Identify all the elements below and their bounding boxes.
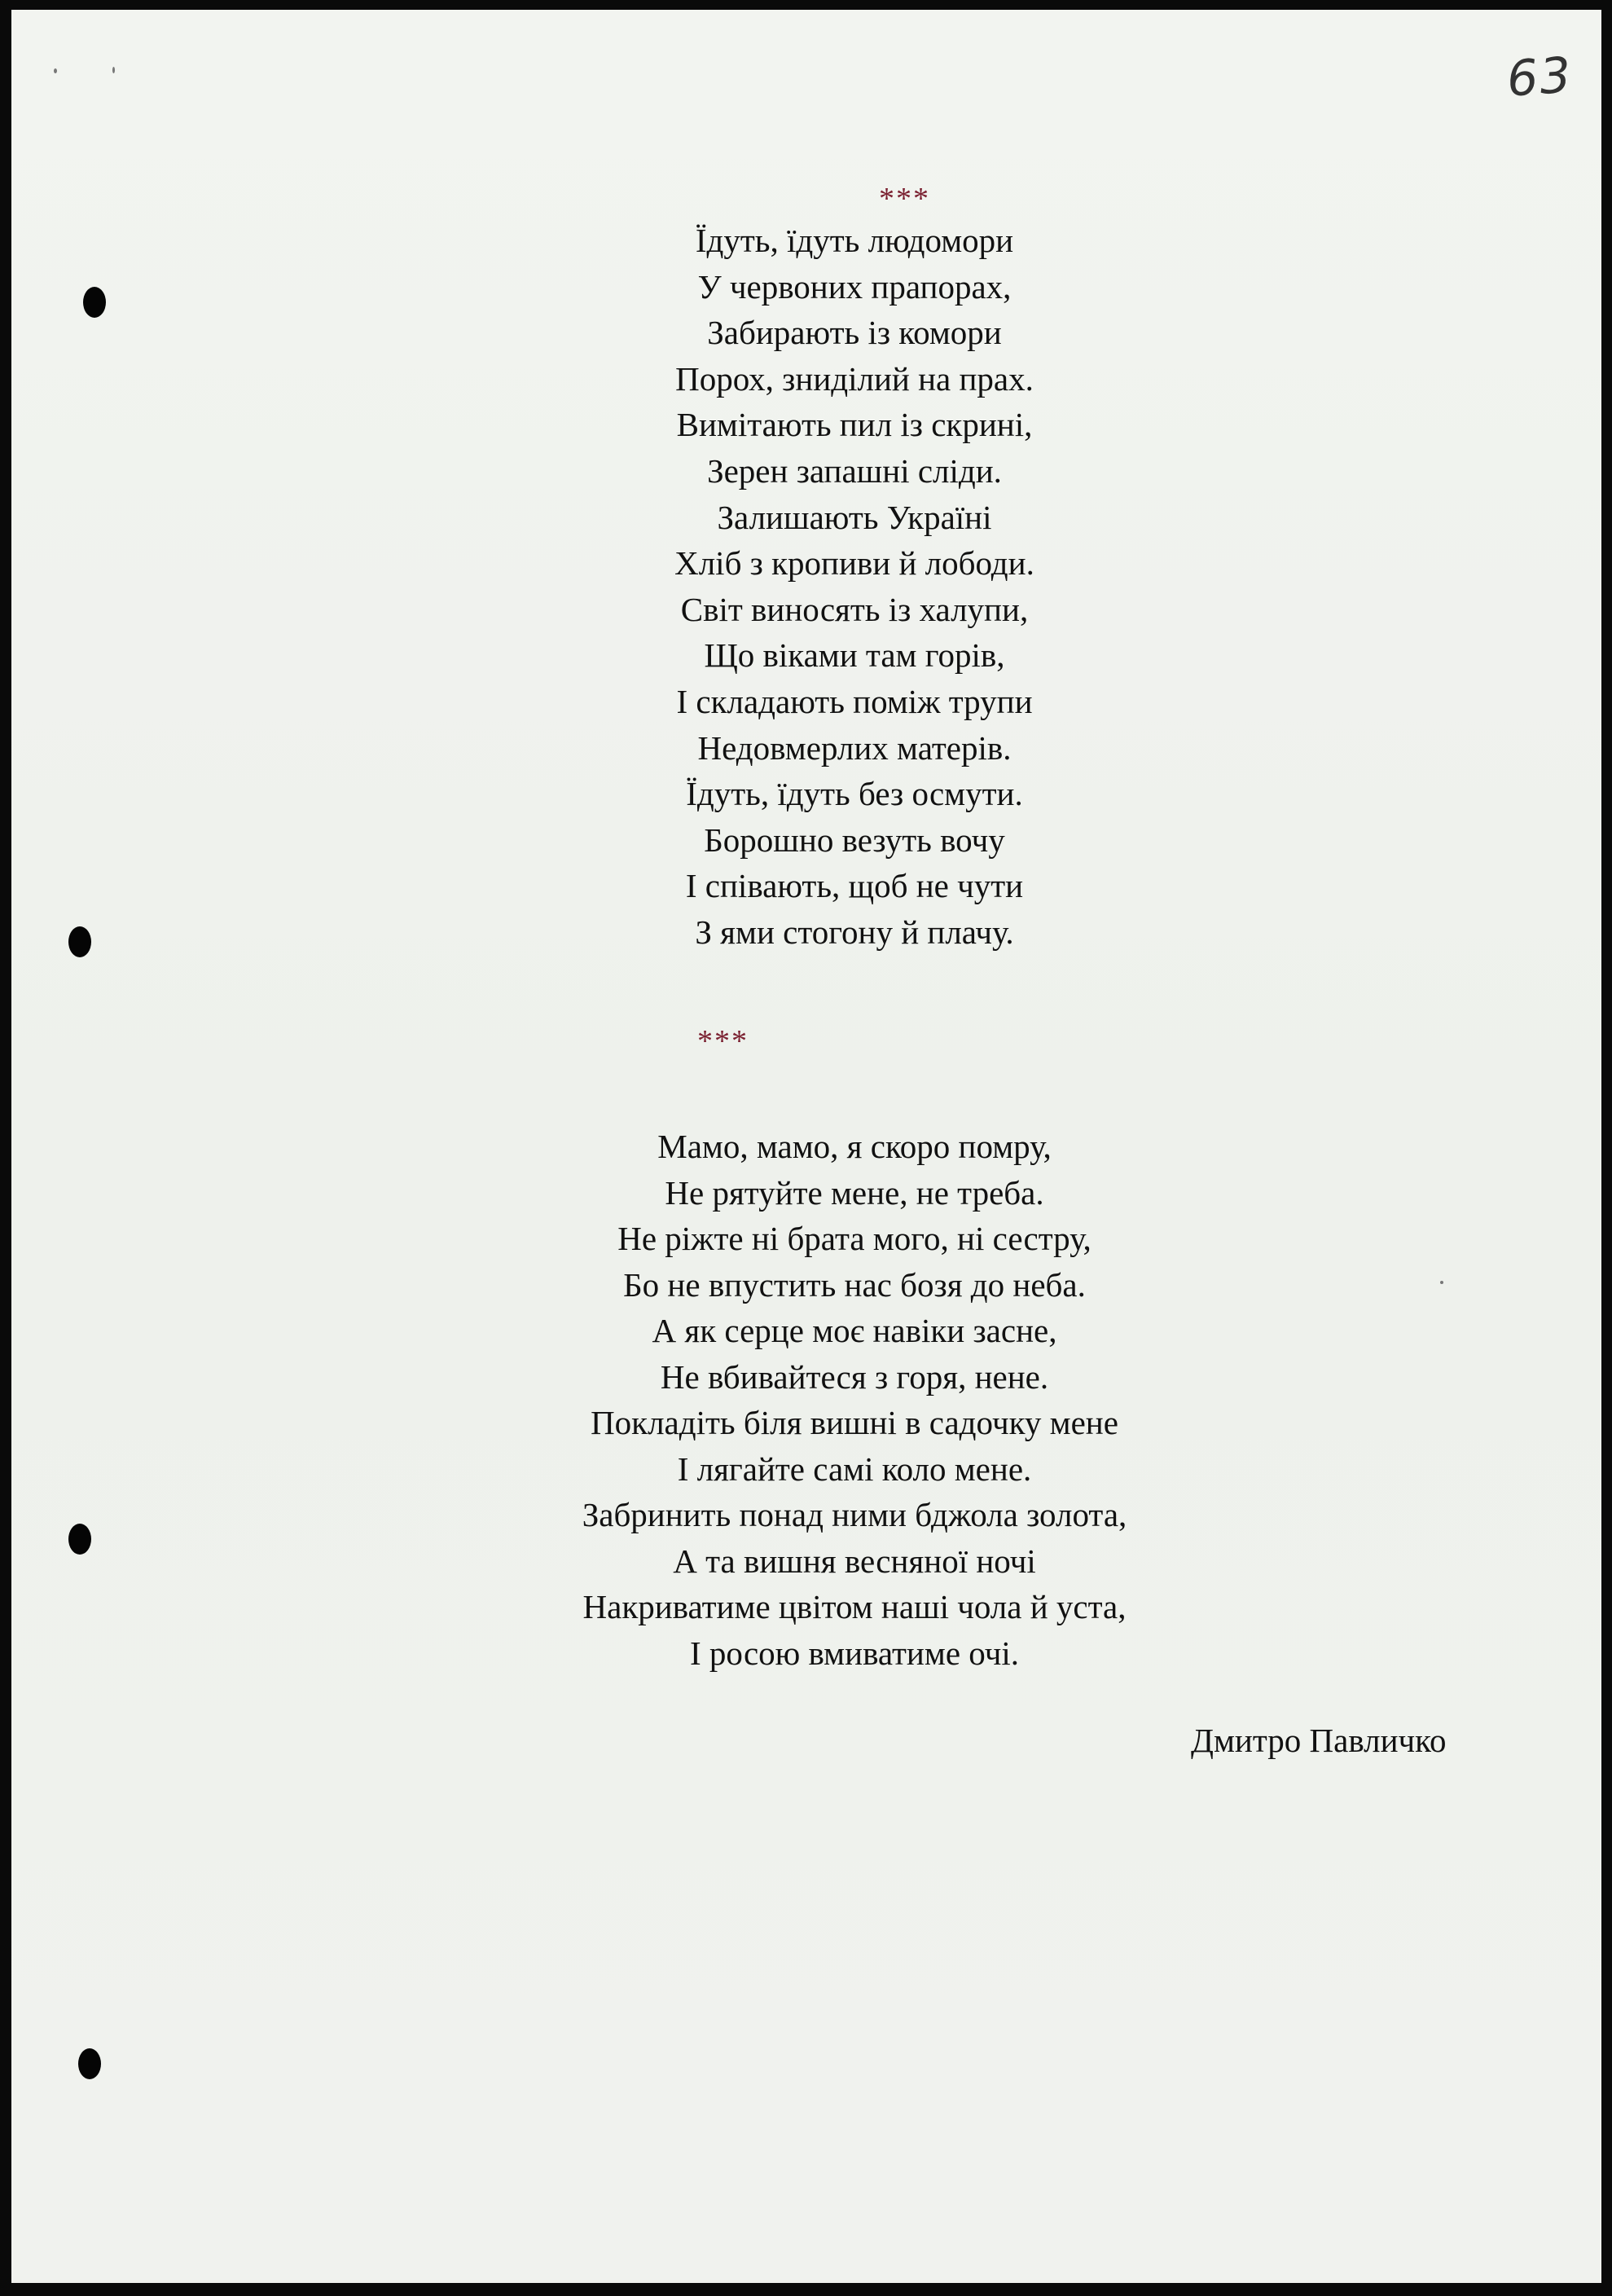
poem-line: Їдуть, їдуть людомори <box>695 222 1014 259</box>
scan-speck <box>112 67 115 73</box>
poem-line: І лягайте самі коло мене. <box>677 1449 1032 1488</box>
poem-line: Не ріжте ні брата мого, ні сестру, <box>617 1220 1092 1257</box>
poem-line: Мамо, мамо, я скоро помру, <box>657 1128 1052 1165</box>
poem-author: Дмитро Павличко <box>1191 1722 1447 1759</box>
poem-line: І росою вмиватиме очі. <box>690 1634 1019 1672</box>
poem-2 <box>11 1124 1612 1676</box>
poem-line: З ями стогону й плачу. <box>695 913 1014 951</box>
poem-line: Що віками там горів, <box>704 636 1005 675</box>
poem-line: Бо не впустить нас бозя до неба. <box>623 1265 1086 1304</box>
poem-line: Забирають із комори <box>707 314 1002 352</box>
poem-line: Покладіть біля вишні в садочку мене <box>591 1404 1118 1441</box>
poem-line: Їдуть, їдуть без осмути. <box>686 775 1023 813</box>
poem-line: Світ виносять із халупи, <box>680 590 1029 628</box>
poem-line: Зерен запашні сліди. <box>707 451 1002 490</box>
poem-line: Вимітають пил із скрині, <box>676 406 1033 444</box>
punch-hole <box>78 2048 101 2079</box>
poem-separator: *** <box>697 1024 749 1058</box>
handwritten-page-number: 63 <box>1504 46 1575 108</box>
poem-line: Не вбивайтеся з горя, нене. <box>660 1357 1049 1396</box>
poem-line: Накриватиме цвітом наші чола й уста, <box>582 1588 1127 1625</box>
scan-speck <box>54 68 57 73</box>
paper-sheet <box>11 10 1601 2283</box>
poem-line: Не рятуйте мене, не треба. <box>665 1173 1044 1212</box>
poem-line: А як серце моє навіки засне, <box>652 1312 1057 1349</box>
poem-line: У червоних прапорах, <box>697 267 1012 306</box>
poem-1 <box>11 218 1612 956</box>
poem-line: Залишають Україні <box>717 498 992 536</box>
poem-separator: *** <box>879 182 930 216</box>
poem-line: Порох, знидiлий на прах. <box>675 359 1034 398</box>
poem-line: І співають, щоб не чути <box>685 867 1024 905</box>
poem-line: Хліб з кропиви й лободи. <box>674 544 1034 583</box>
poem-line: І складають поміж трупи <box>676 682 1033 720</box>
poem-line: Борошно везуть вочу <box>704 820 1005 859</box>
poem-line: Недовмерлих матерів. <box>697 728 1012 767</box>
poem-line: А та вишня весняної ночі <box>673 1542 1036 1580</box>
poem-line: Забринить понад ними бджола золота, <box>582 1496 1127 1533</box>
